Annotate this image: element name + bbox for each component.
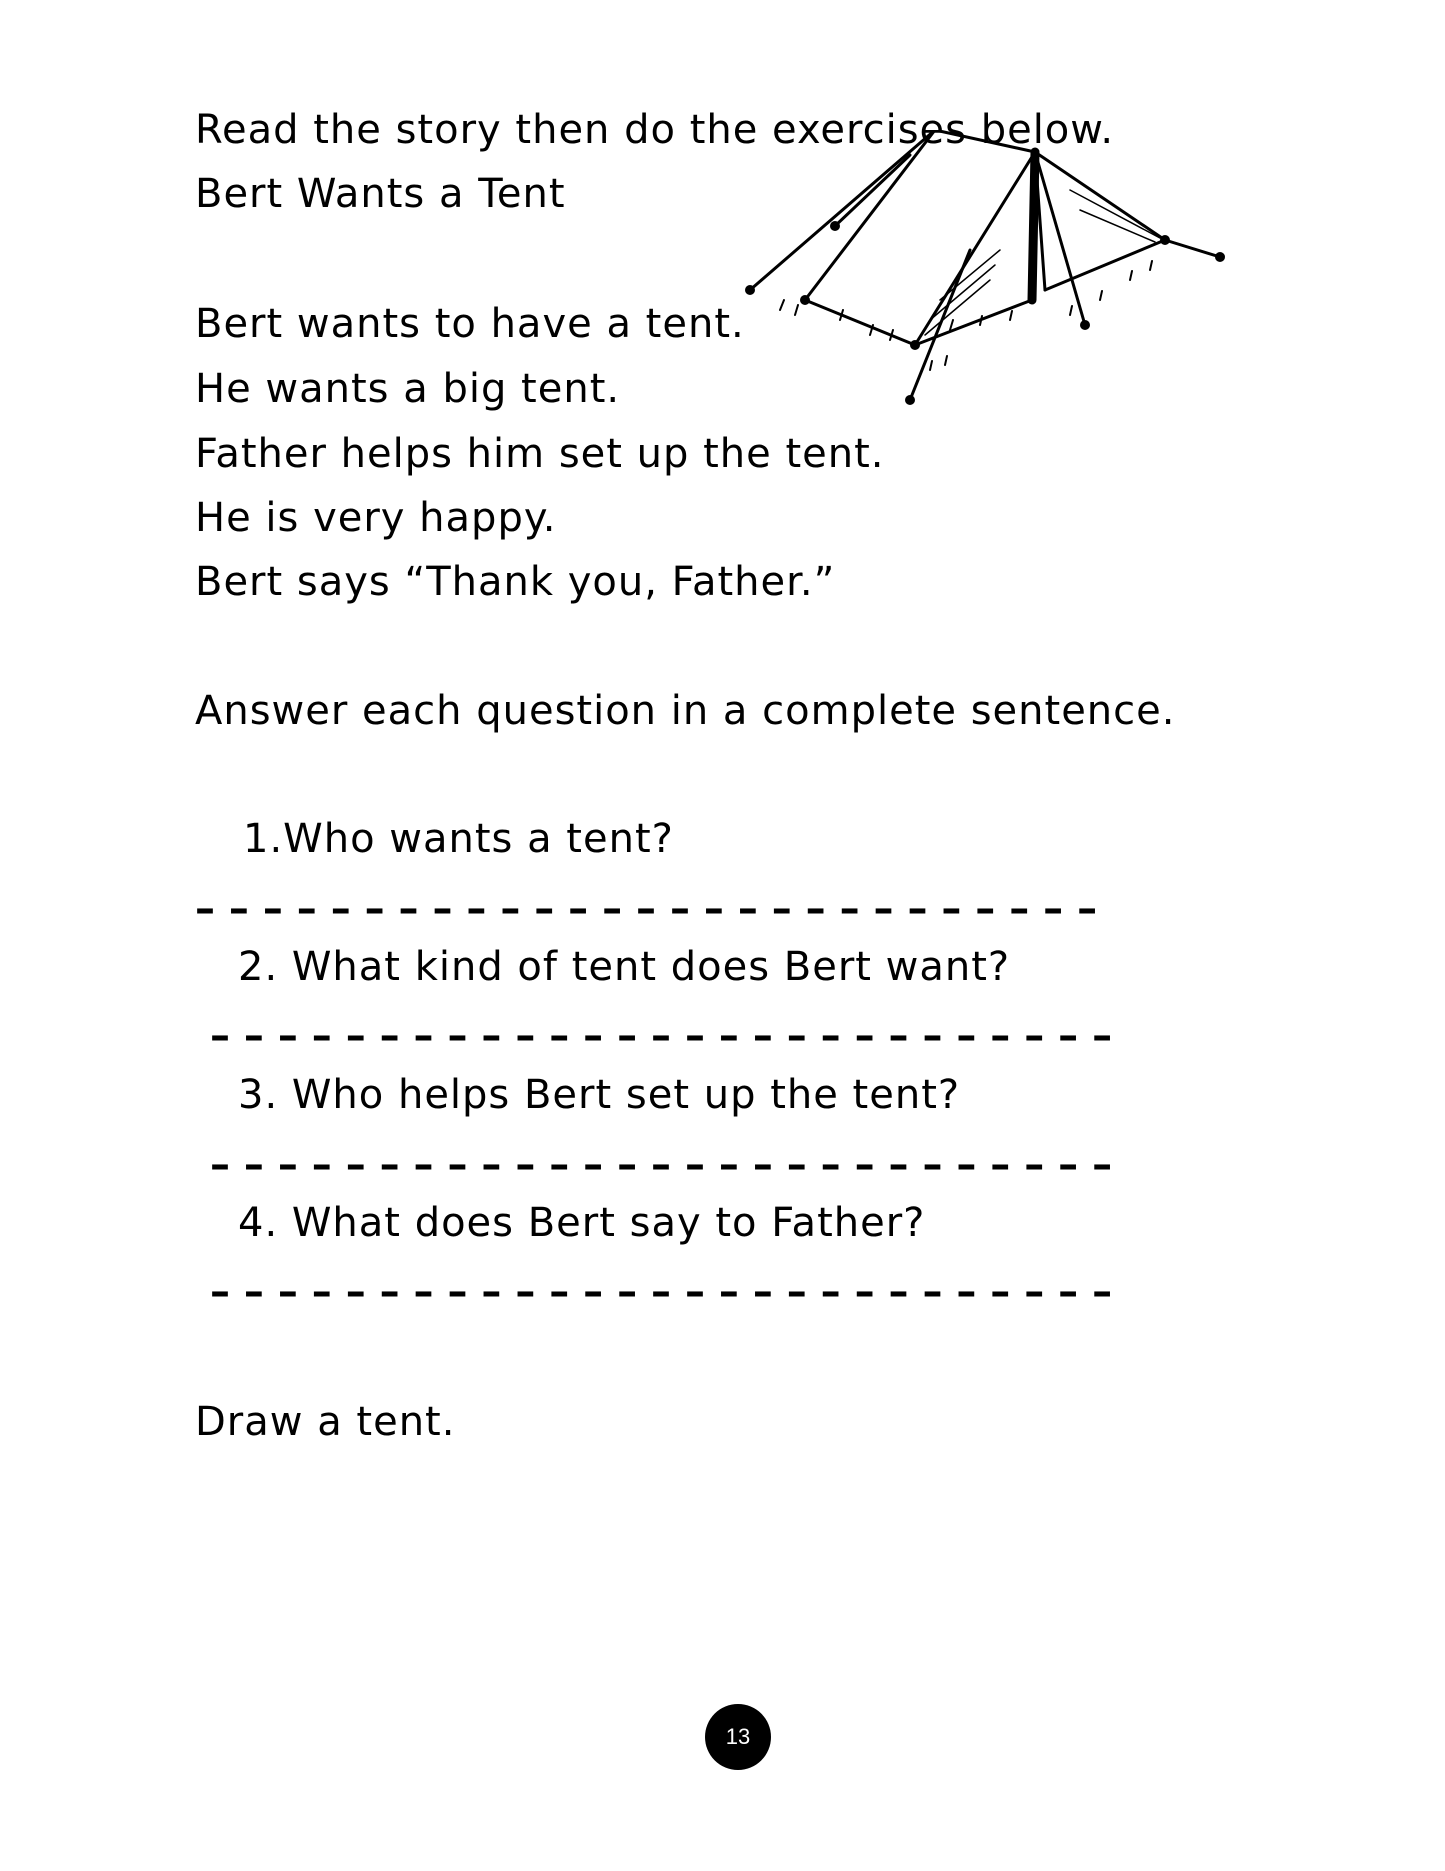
question-1: 1.Who wants a tent?	[243, 816, 674, 862]
story-line: Father helps him set up the tent.	[195, 431, 885, 477]
answer-line-1[interactable]: – – – – – – – – – – – – – – – – – – – – – – – – – – –	[195, 886, 1098, 932]
drawing-prompt: Draw a tent.	[195, 1399, 456, 1445]
page-number: 13	[725, 1724, 751, 1749]
story-line: Bert wants to have a tent.	[195, 301, 745, 347]
story-line: He is very happy.	[195, 495, 557, 541]
answer-line-2[interactable]: – – – – – – – – – – – – – – – – – – – – – – – – – – –	[210, 1013, 1113, 1059]
tent-illustration	[740, 130, 1230, 410]
answer-line-4[interactable]: – – – – – – – – – – – – – – – – – – – – – – – – – – –	[210, 1269, 1113, 1315]
exercise-prompt: Answer each question in a complete sentence.	[195, 688, 1176, 734]
instructions: Read the story then do the exercises below.	[195, 107, 1115, 153]
story-line: Bert says “Thank you, Father.”	[195, 559, 836, 605]
question-4: 4. What does Bert say to Father?	[238, 1200, 926, 1246]
question-2: 2. What kind of tent does Bert want?	[238, 944, 1011, 990]
story-line: He wants a big tent.	[195, 366, 621, 412]
answer-line-3[interactable]: – – – – – – – – – – – – – – – – – – – – – – – – – – –	[210, 1142, 1113, 1188]
question-3: 3. Who helps Bert set up the tent?	[238, 1072, 961, 1118]
story-title: Bert Wants a Tent	[195, 171, 566, 217]
page-number-badge	[705, 1704, 771, 1770]
